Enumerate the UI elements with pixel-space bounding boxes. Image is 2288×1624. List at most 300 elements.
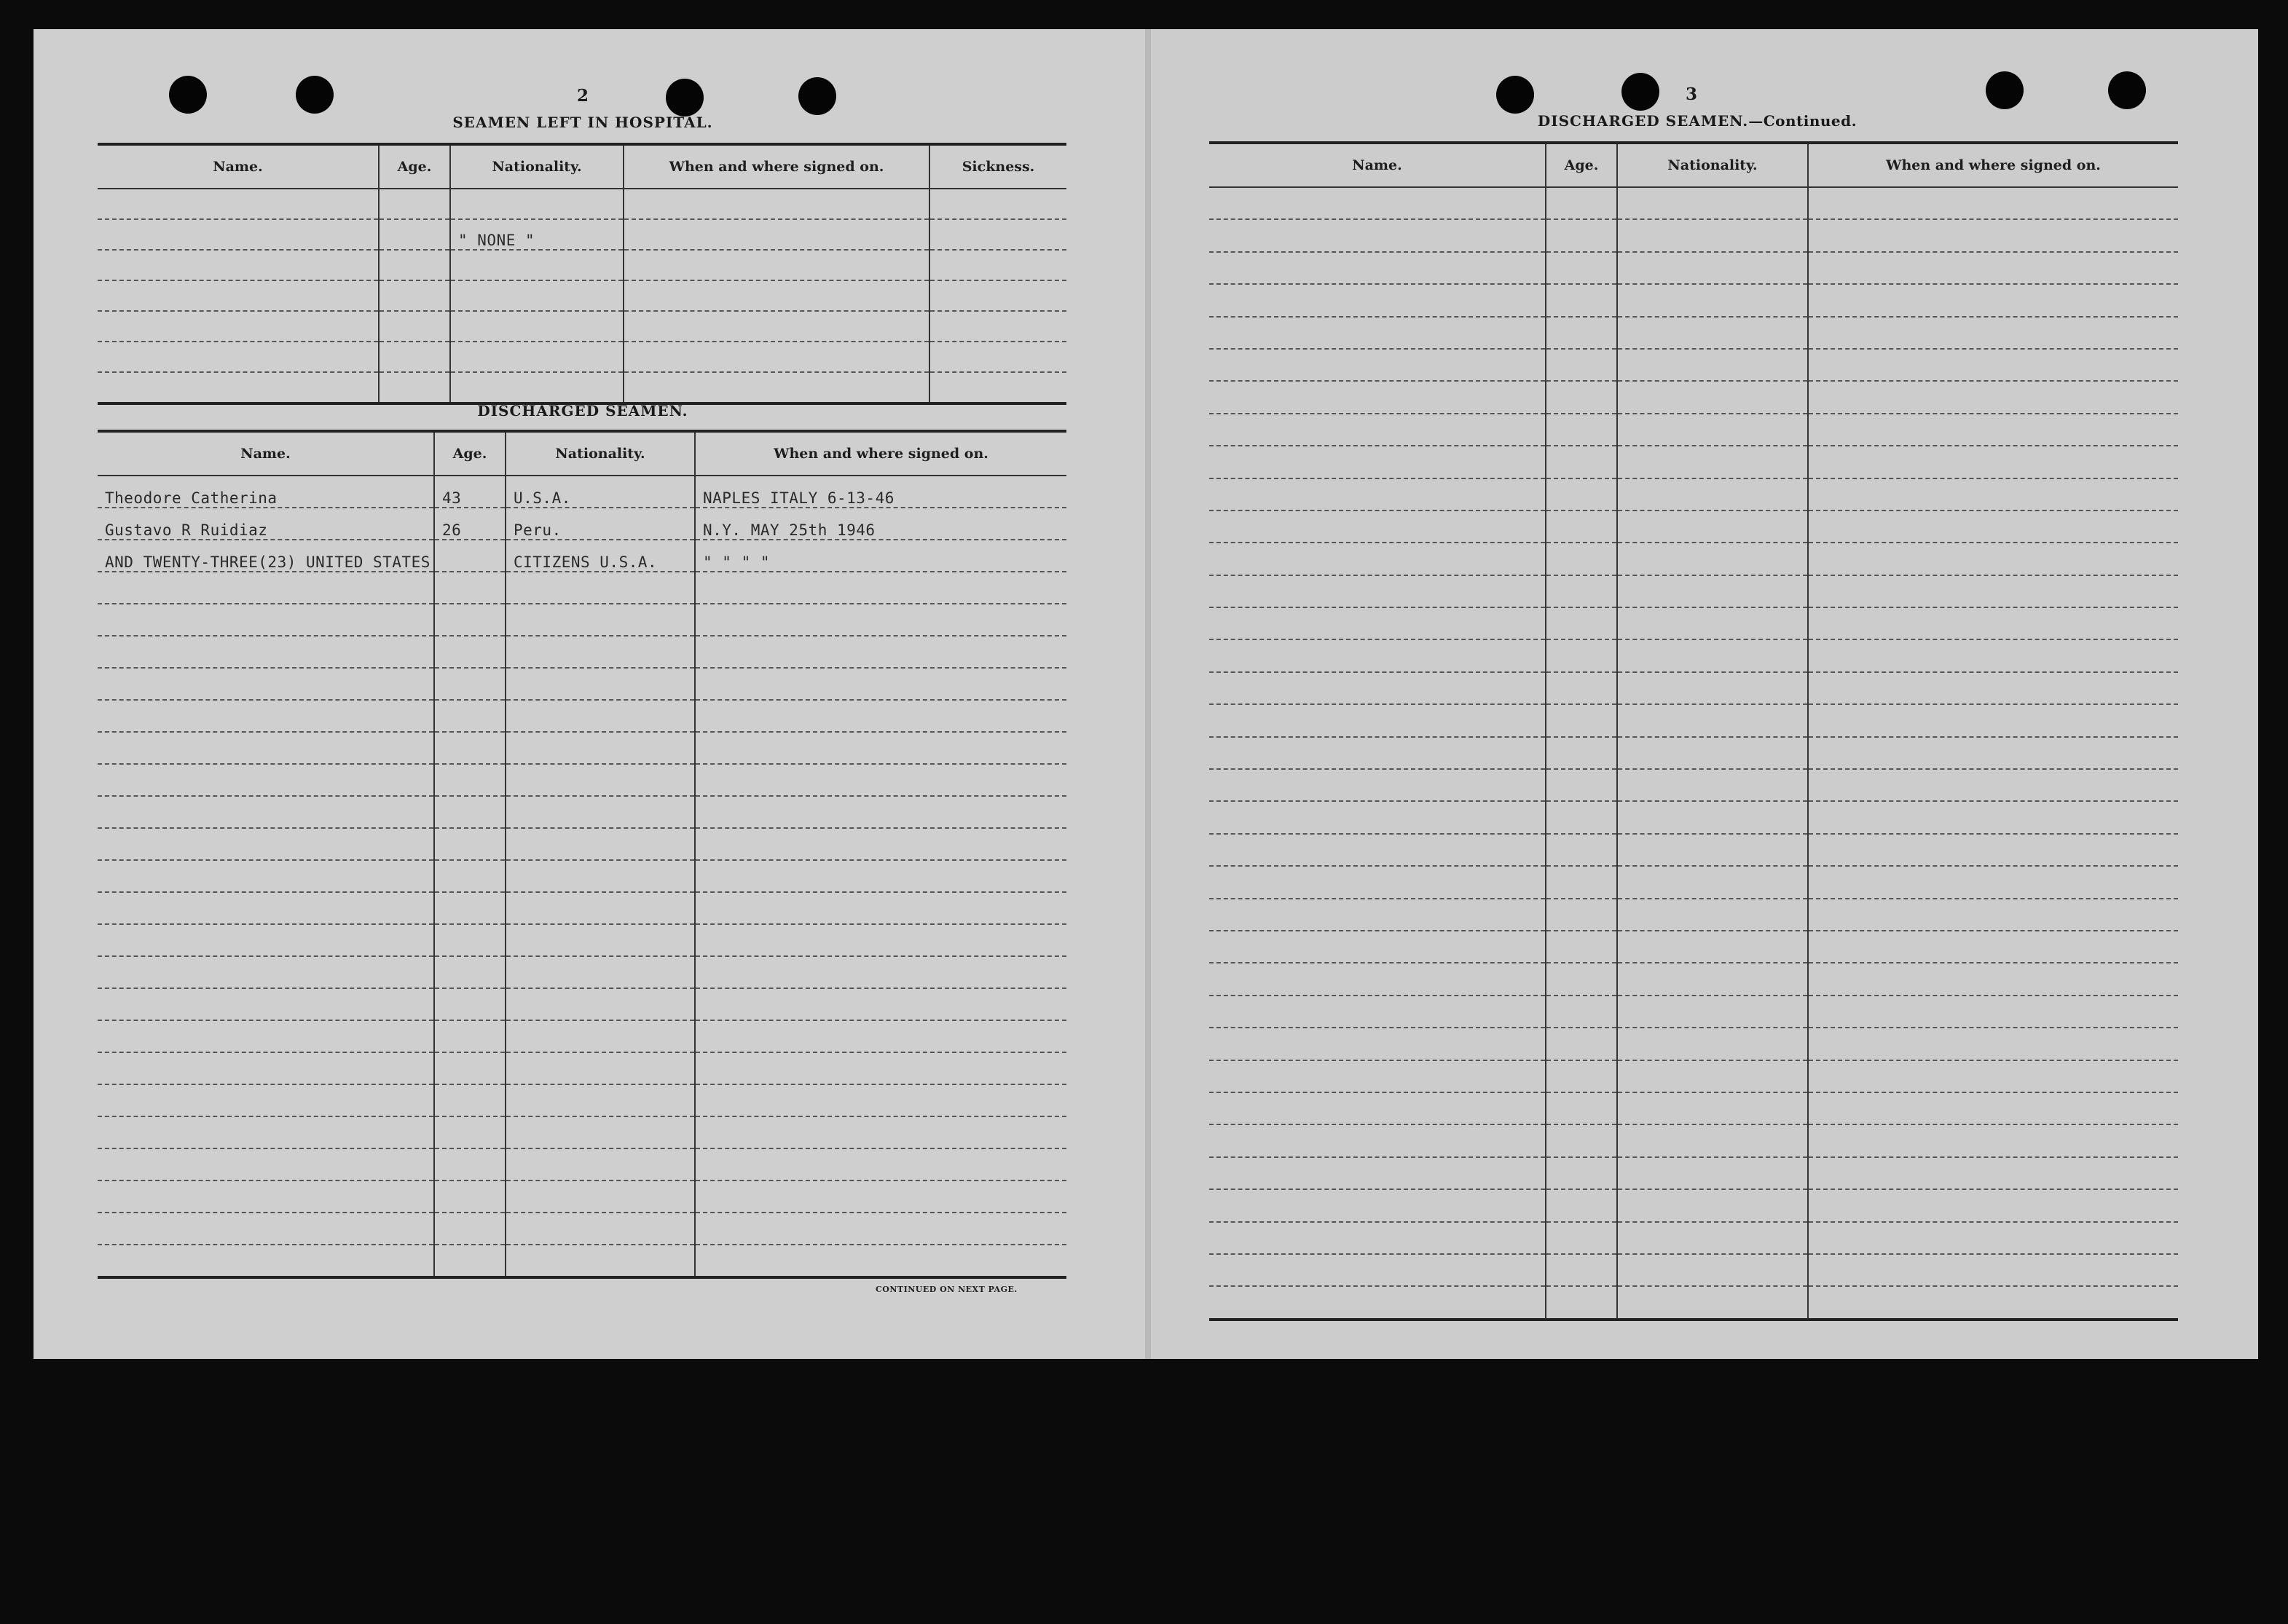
continued-cell: [1617, 672, 1808, 704]
discharged-row: [98, 924, 1066, 956]
continued-cell: [1209, 219, 1546, 251]
continued-cell: [1808, 1157, 2178, 1189]
discharged-cell: [695, 604, 1066, 636]
continued-cell: [1546, 1222, 1617, 1254]
continued-cell: [1617, 284, 1808, 316]
discharged-row: [98, 892, 1066, 924]
discharged-cell: NAPLES ITALY 6-13-46: [695, 476, 1066, 508]
discharged-cell: [506, 892, 695, 924]
continued-cell: [1617, 1286, 1808, 1319]
continued-cell: [1546, 1189, 1617, 1221]
discharged-cell: [506, 636, 695, 668]
continued-cell: [1617, 1028, 1808, 1060]
discharged-cell: [695, 1020, 1066, 1052]
continued-cell: [1808, 187, 2178, 219]
discharged-cell: CITIZENS U.S.A.: [506, 540, 695, 572]
continued-cell: [1808, 446, 2178, 478]
continued-cell: [1808, 801, 2178, 833]
discharged-cell: [695, 700, 1066, 732]
hospital-header-1: Age.: [379, 144, 450, 189]
continued-cell: [1209, 639, 1546, 671]
discharged-row: [98, 1084, 1066, 1116]
discharged-row: [98, 508, 1066, 540]
continued-row: [1209, 769, 2178, 801]
discharged-row: [98, 956, 1066, 988]
punch-hole: [1986, 71, 2024, 109]
continued-cell: [1546, 381, 1617, 413]
continued-cell: [1209, 672, 1546, 704]
continued-cell: [1808, 543, 2178, 575]
hospital-cell: [379, 189, 450, 219]
discharged-cell: [98, 924, 434, 956]
continued-cell: [1209, 1157, 1546, 1189]
continued-cell: [1209, 446, 1546, 478]
hospital-cell: [98, 311, 379, 342]
discharged-cell: [506, 604, 695, 636]
discharged-row: [98, 1148, 1066, 1180]
continued-cell: [1546, 1028, 1617, 1060]
continued-cell: [1209, 899, 1546, 931]
continued-row: [1209, 834, 2178, 866]
discharged-cell: [506, 988, 695, 1020]
hospital-cell: [98, 189, 379, 219]
discharged-row: [98, 700, 1066, 732]
continued-cell: [1808, 639, 2178, 671]
hospital-header-4: Sickness.: [929, 144, 1066, 189]
discharged-cell: [695, 1148, 1066, 1180]
continued-cell: [1209, 1189, 1546, 1221]
discharged-cell: [695, 732, 1066, 764]
continued-cell: [1617, 1124, 1808, 1156]
discharged-row: [98, 1020, 1066, 1052]
continued-cell: [1808, 414, 2178, 446]
continued-row: [1209, 1157, 2178, 1189]
continued-cell: [1546, 349, 1617, 381]
hospital-header-0: Name.: [98, 144, 379, 189]
continued-cell: [1546, 1124, 1617, 1156]
continued-note: CONTINUED ON NEXT PAGE.: [876, 1285, 1018, 1294]
discharged-cell: [434, 540, 506, 572]
discharged-cell: [695, 572, 1066, 604]
continued-cell: [1209, 704, 1546, 736]
discharged-cell: [695, 1213, 1066, 1245]
discharged-row: [98, 828, 1066, 860]
continued-row: [1209, 349, 2178, 381]
continued-cell: [1209, 996, 1546, 1028]
continued-title-suffix: —Continued.: [1748, 112, 1857, 130]
continued-cell: [1546, 511, 1617, 543]
discharged-cell: [434, 796, 506, 828]
hospital-cell: [450, 280, 624, 311]
continued-cell: [1617, 187, 1808, 219]
discharged-cell: [98, 1180, 434, 1213]
continued-cell: [1546, 284, 1617, 316]
continued-cell: [1209, 381, 1546, 413]
discharged-cell: [434, 1180, 506, 1213]
continued-cell: [1808, 252, 2178, 284]
continued-cell: [1209, 187, 1546, 219]
discharged-cell: [98, 1245, 434, 1277]
continued-cell: [1209, 963, 1546, 995]
continued-row: [1209, 219, 2178, 251]
discharged-cell: [434, 1084, 506, 1116]
continued-cell: [1209, 866, 1546, 898]
continued-cell: [1209, 769, 1546, 801]
continued-cell: [1617, 704, 1808, 736]
continued-section-title: [1442, 112, 1952, 130]
discharged-cell: N.Y. MAY 25th 1946: [695, 508, 1066, 540]
continued-cell: [1209, 1092, 1546, 1124]
continued-cell: [1808, 1028, 2178, 1060]
continued-cell: [1546, 543, 1617, 575]
discharged-cell: [434, 700, 506, 732]
discharged-cell: [98, 1213, 434, 1245]
discharged-cell: [98, 668, 434, 700]
discharged-cell: [98, 1052, 434, 1084]
continued-cell: [1808, 381, 2178, 413]
discharged-cell: [506, 924, 695, 956]
continued-header-0: Name.: [1209, 143, 1546, 187]
continued-cell: [1546, 672, 1617, 704]
continued-cell: [1546, 252, 1617, 284]
continued-cell: [1808, 834, 2178, 866]
discharged-cell: AND TWENTY-THREE(23) UNITED STATES: [98, 540, 434, 572]
discharged-cell: [506, 1213, 695, 1245]
discharged-row: [98, 604, 1066, 636]
hospital-cell: [929, 189, 1066, 219]
discharged-cell: [434, 636, 506, 668]
continued-cell: [1617, 607, 1808, 639]
discharged-cell: [434, 892, 506, 924]
continued-row: [1209, 381, 2178, 413]
continued-cell: [1808, 284, 2178, 316]
discharged-cell: [695, 924, 1066, 956]
continued-cell: [1808, 1092, 2178, 1124]
continued-cell: [1617, 1157, 1808, 1189]
discharged-row: [98, 668, 1066, 700]
continued-row: [1209, 1124, 2178, 1156]
continued-discharged-table: [1209, 141, 2178, 1321]
hospital-header-2: Nationality.: [450, 144, 624, 189]
discharged-row: [98, 1116, 1066, 1148]
discharged-cell: [434, 860, 506, 892]
discharged-cell: [506, 700, 695, 732]
continued-row: [1209, 187, 2178, 219]
hospital-cell: [98, 250, 379, 280]
punch-hole: [1621, 73, 1659, 111]
discharged-cell: 43: [434, 476, 506, 508]
continued-cell: [1209, 414, 1546, 446]
continued-title-main: DISCHARGED SEAMEN.: [1537, 112, 1749, 130]
continued-cell: [1617, 801, 1808, 833]
continued-row: [1209, 931, 2178, 963]
continued-cell: [1808, 1286, 2178, 1319]
hospital-cell: [450, 372, 624, 403]
discharged-cell: [695, 1084, 1066, 1116]
punch-hole: [2108, 71, 2146, 109]
continued-row: [1209, 252, 2178, 284]
continued-cell: [1617, 543, 1808, 575]
continued-row: [1209, 1189, 2178, 1221]
discharged-row: [98, 1180, 1066, 1213]
continued-cell: [1617, 317, 1808, 349]
discharged-header-3: When and where signed on.: [695, 431, 1066, 476]
continued-cell: [1209, 478, 1546, 511]
continued-cell: [1617, 1254, 1808, 1286]
discharged-cell: U.S.A.: [506, 476, 695, 508]
hospital-cell: [450, 342, 624, 372]
discharged-cell: [434, 988, 506, 1020]
continued-cell: [1808, 1060, 2178, 1092]
continued-cell: [1209, 284, 1546, 316]
hospital-section-title: SEAMEN LEFT IN HOSPITAL.: [452, 114, 713, 131]
continued-cell: [1808, 931, 2178, 963]
discharged-cell: [506, 1148, 695, 1180]
continued-cell: [1617, 1189, 1808, 1221]
discharged-cell: [506, 764, 695, 796]
discharged-cell: [98, 732, 434, 764]
hospital-cell: [450, 250, 624, 280]
discharged-header-1: Age.: [434, 431, 506, 476]
discharged-cell: [434, 924, 506, 956]
discharged-cell: [98, 604, 434, 636]
discharged-row: [98, 732, 1066, 764]
discharged-section-title: DISCHARGED SEAMEN.: [477, 402, 688, 419]
continued-cell: [1808, 349, 2178, 381]
discharged-cell: [506, 668, 695, 700]
discharged-cell: [695, 668, 1066, 700]
continued-cell: [1617, 996, 1808, 1028]
hospital-cell: [929, 250, 1066, 280]
hospital-cell: [379, 372, 450, 403]
hospital-cell: [624, 219, 929, 250]
discharged-row: [98, 764, 1066, 796]
hospital-cell: [929, 280, 1066, 311]
punch-hole: [666, 79, 704, 117]
continued-cell: [1546, 834, 1617, 866]
continued-cell: [1808, 1189, 2178, 1221]
discharged-row: [98, 988, 1066, 1020]
continued-cell: [1209, 543, 1546, 575]
continued-cell: [1209, 1028, 1546, 1060]
discharged-cell: [98, 828, 434, 860]
hospital-row: [98, 311, 1066, 342]
continued-row: [1209, 1092, 2178, 1124]
continued-cell: [1209, 1124, 1546, 1156]
continued-row: [1209, 543, 2178, 575]
continued-cell: [1209, 511, 1546, 543]
page-fold: [1145, 29, 1151, 1359]
continued-cell: [1546, 446, 1617, 478]
continued-cell: [1617, 252, 1808, 284]
continued-cell: [1546, 899, 1617, 931]
discharged-cell: [434, 1116, 506, 1148]
discharged-cell: [98, 1084, 434, 1116]
continued-cell: [1617, 1060, 1808, 1092]
discharged-row: [98, 636, 1066, 668]
continued-cell: [1546, 575, 1617, 607]
continued-row: [1209, 899, 2178, 931]
continued-row: [1209, 607, 2178, 639]
discharged-cell: [506, 732, 695, 764]
continued-cell: [1209, 349, 1546, 381]
punch-hole: [169, 76, 207, 114]
continued-cell: [1617, 866, 1808, 898]
hospital-cell: [450, 311, 624, 342]
discharged-cell: [695, 892, 1066, 924]
discharged-cell: [98, 1020, 434, 1052]
discharged-header-0: Name.: [98, 431, 434, 476]
discharged-cell: Peru.: [506, 508, 695, 540]
hospital-row: [98, 342, 1066, 372]
continued-cell: [1617, 769, 1808, 801]
punch-hole: [296, 76, 334, 114]
continued-cell: [1209, 575, 1546, 607]
discharged-cell: [98, 572, 434, 604]
continued-cell: [1617, 219, 1808, 251]
page-number-right: 3: [1685, 84, 1697, 104]
discharged-cell: [506, 1180, 695, 1213]
discharged-table: [98, 430, 1066, 1279]
hospital-row: [98, 219, 1066, 250]
continued-cell: [1546, 931, 1617, 963]
hospital-cell: [98, 372, 379, 403]
hospital-cell: [929, 372, 1066, 403]
discharged-cell: [98, 700, 434, 732]
discharged-cell: [506, 1116, 695, 1148]
continued-cell: [1808, 478, 2178, 511]
discharged-cell: [434, 764, 506, 796]
hospital-cell: [450, 189, 624, 219]
continued-row: [1209, 414, 2178, 446]
continued-header-2: Nationality.: [1617, 143, 1808, 187]
continued-cell: [1617, 931, 1808, 963]
continued-row: [1209, 963, 2178, 995]
continued-cell: [1808, 317, 2178, 349]
discharged-cell: [98, 796, 434, 828]
discharged-cell: [434, 1148, 506, 1180]
page-number-left: 2: [576, 86, 589, 106]
continued-cell: [1808, 1124, 2178, 1156]
continued-cell: [1808, 219, 2178, 251]
continued-cell: [1808, 866, 2178, 898]
continued-cell: [1209, 1286, 1546, 1319]
hospital-header-3: When and where signed on.: [624, 144, 929, 189]
continued-cell: [1546, 866, 1617, 898]
discharged-cell: [695, 1180, 1066, 1213]
continued-cell: [1808, 511, 2178, 543]
continued-cell: [1617, 899, 1808, 931]
continued-cell: [1546, 187, 1617, 219]
hospital-row: [98, 250, 1066, 280]
discharged-cell: [98, 860, 434, 892]
hospital-cell: [379, 250, 450, 280]
hospital-cell: [929, 219, 1066, 250]
continued-row: [1209, 575, 2178, 607]
discharged-cell: [98, 956, 434, 988]
discharged-cell: Theodore Catherina: [98, 476, 434, 508]
hospital-cell: [624, 250, 929, 280]
continued-cell: [1617, 349, 1808, 381]
discharged-cell: [434, 956, 506, 988]
hospital-cell: [98, 280, 379, 311]
continued-row: [1209, 1222, 2178, 1254]
continued-header-1: Age.: [1546, 143, 1617, 187]
hospital-cell: [624, 342, 929, 372]
discharged-cell: [506, 956, 695, 988]
continued-cell: [1546, 639, 1617, 671]
hospital-cell: [624, 372, 929, 403]
hospital-row: [98, 189, 1066, 219]
continued-cell: [1617, 834, 1808, 866]
discharged-cell: [695, 764, 1066, 796]
hospital-cell: [379, 342, 450, 372]
discharged-cell: [695, 636, 1066, 668]
hospital-cell: [929, 311, 1066, 342]
continued-cell: [1546, 737, 1617, 769]
continued-cell: [1546, 1286, 1617, 1319]
discharged-cell: [506, 1245, 695, 1277]
continued-cell: [1617, 575, 1808, 607]
discharged-cell: [695, 796, 1066, 828]
continued-cell: [1209, 737, 1546, 769]
continued-row: [1209, 996, 2178, 1028]
continued-row: [1209, 1028, 2178, 1060]
discharged-cell: [98, 636, 434, 668]
continued-cell: [1546, 996, 1617, 1028]
punch-hole: [798, 77, 836, 115]
discharged-cell: [506, 796, 695, 828]
discharged-cell: [695, 828, 1066, 860]
continued-cell: [1617, 1222, 1808, 1254]
continued-row: [1209, 737, 2178, 769]
discharged-cell: [98, 892, 434, 924]
discharged-cell: [434, 828, 506, 860]
discharged-cell: [434, 604, 506, 636]
continued-cell: [1617, 414, 1808, 446]
continued-row: [1209, 284, 2178, 316]
discharged-row: [98, 796, 1066, 828]
continued-row: [1209, 511, 2178, 543]
discharged-cell: [434, 668, 506, 700]
continued-row: [1209, 672, 2178, 704]
continued-row: [1209, 639, 2178, 671]
continued-row: [1209, 866, 2178, 898]
continued-cell: [1808, 672, 2178, 704]
discharged-cell: " " " ": [695, 540, 1066, 572]
discharged-cell: [98, 764, 434, 796]
continued-cell: [1546, 607, 1617, 639]
hospital-row: [98, 280, 1066, 311]
continued-cell: [1546, 414, 1617, 446]
continued-cell: [1546, 317, 1617, 349]
hospital-cell: [98, 219, 379, 250]
hospital-cell: [379, 219, 450, 250]
continued-cell: [1546, 963, 1617, 995]
discharged-row: [98, 540, 1066, 572]
continued-cell: [1808, 996, 2178, 1028]
continued-cell: [1209, 834, 1546, 866]
hospital-cell: [379, 280, 450, 311]
hospital-cell: [624, 189, 929, 219]
hospital-cell: [624, 280, 929, 311]
continued-cell: [1617, 963, 1808, 995]
discharged-row: [98, 476, 1066, 508]
discharged-cell: [695, 860, 1066, 892]
discharged-cell: [506, 1084, 695, 1116]
continued-cell: [1808, 737, 2178, 769]
continued-cell: [1617, 639, 1808, 671]
